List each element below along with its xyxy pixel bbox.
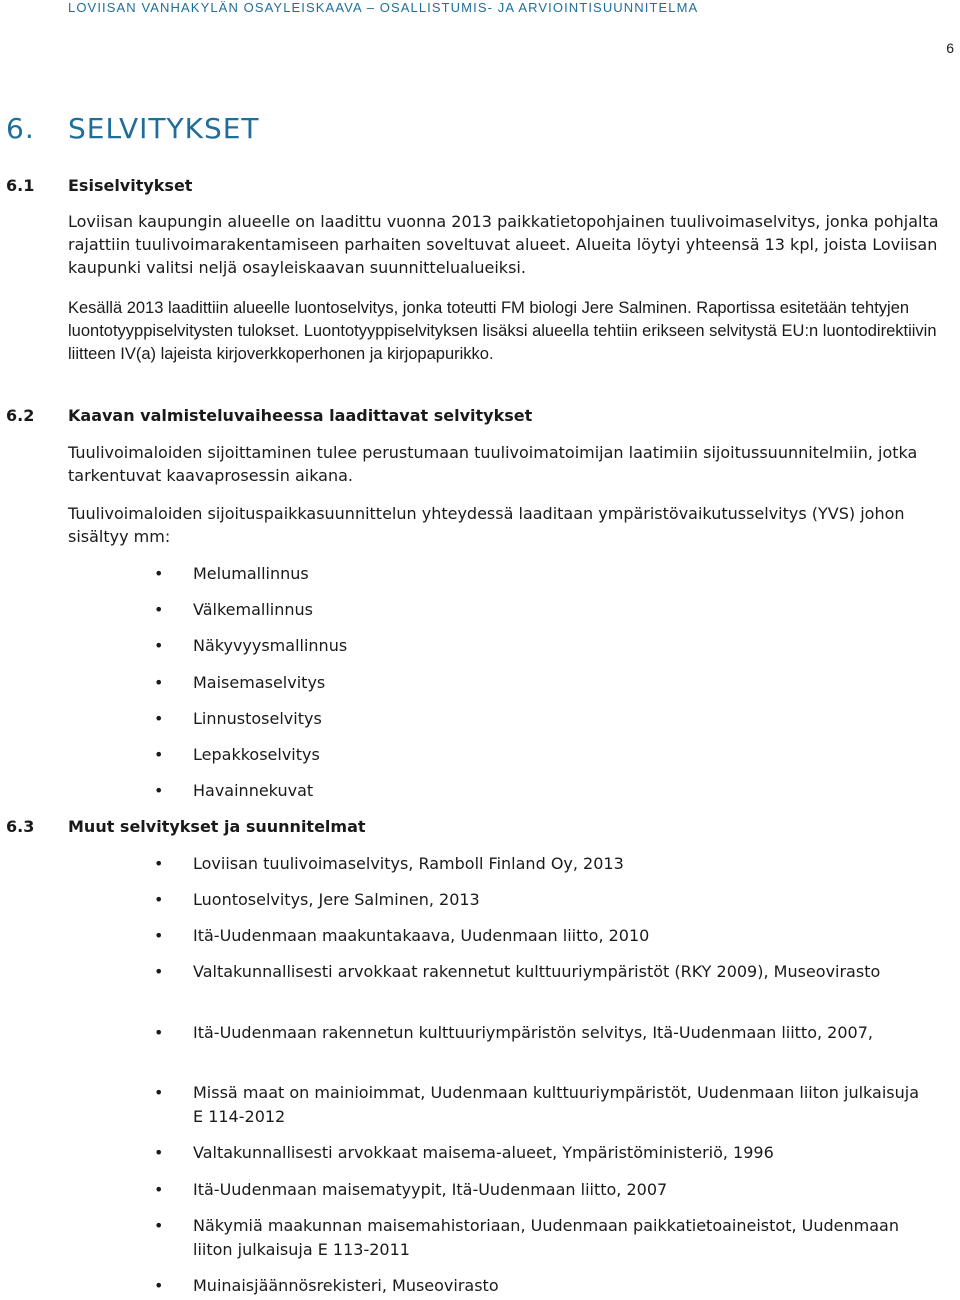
running-header: LOVIISAN VANHAKYLÄN OSAYLEISKAAVA – OSALLISTUMIS- JA ARVIOINTISUUNNITELMA — [68, 0, 699, 15]
section-number: 6.2 — [6, 406, 35, 425]
bullet-icon: • — [154, 564, 164, 583]
bullet-icon: • — [154, 781, 164, 800]
bullet-icon: • — [154, 745, 164, 764]
bullet-icon: • — [154, 854, 164, 873]
bullet-icon: • — [154, 673, 164, 692]
bullet-icon: • — [154, 1143, 164, 1162]
section-6-1-heading — [6, 176, 192, 195]
section-title: Kaavan valmisteluvaiheessa laadittavat selvitykset — [68, 406, 533, 425]
section-title: Muut selvitykset ja suunnitelmat — [68, 817, 366, 836]
chapter-title-text: SELVITYKSET — [68, 112, 260, 145]
bullet-icon: • — [154, 962, 164, 981]
section-6-1-paragraph-1: Loviisan kaupungin alueelle on laadittu vuonna 2013 paikkatietopohjainen tuulivoimaselvitys, jonka pohjalta rajattiin tuulivoimarakentamiseen parhaiten soveltuvat alueet. Alueita löytyi yhteensä 13 kpl, joista Loviisan kaupunki valitsi neljä osayleiskaavan suunnittelualueiksi. — [68, 212, 939, 278]
bullet-icon: • — [154, 1083, 164, 1102]
section-6-3-heading — [6, 817, 366, 836]
bullet-icon: • — [154, 926, 164, 945]
page-number: 6 — [946, 40, 954, 56]
section-6-2-paragraph-1: Tuulivoimaloiden sijoittaminen tulee perustumaan tuulivoimatoimijan laatimiin sijoitussuunnitelmiin, jotka tarkentuvat kaavaprosessin aikana. — [68, 443, 918, 486]
chapter-title — [6, 112, 260, 145]
bullet-icon: • — [154, 1023, 164, 1042]
section-6-2-heading — [6, 406, 532, 425]
bullet-icon: • — [154, 709, 164, 728]
section-title: Esiselvitykset — [68, 176, 193, 195]
bullet-icon: • — [154, 1216, 164, 1235]
bullet-icon: • — [154, 1276, 164, 1295]
bullet-icon: • — [154, 890, 164, 909]
section-number: 6.3 — [6, 817, 35, 836]
bullet-icon: • — [154, 600, 164, 619]
section-6-2-paragraph-2: Tuulivoimaloiden sijoituspaikkasuunnittelun yhteydessä laaditaan ympäristövaikutusselvitys (YVS) johon sisältyy mm: — [68, 504, 905, 547]
section-6-1-paragraph-2: Kesällä 2013 laadittiin alueelle luontoselvitys, jonka toteutti FM biologi Jere Salminen. Raportissa esitetään tehtyjen luontotyyppiselvitysten tulokset. Luontotyyppiselvityksen lisäksi alueella tehtiin erikseen selvitystä EU:n luontodirektiivin liitteen IV(a) lajeista kirjoverkkoperhonen ja kirjopapurikko. — [68, 299, 937, 364]
bullet-icon: • — [154, 1180, 164, 1199]
section-number: 6.1 — [6, 176, 35, 195]
chapter-number: 6. — [6, 112, 35, 145]
bullet-icon: • — [154, 636, 164, 655]
